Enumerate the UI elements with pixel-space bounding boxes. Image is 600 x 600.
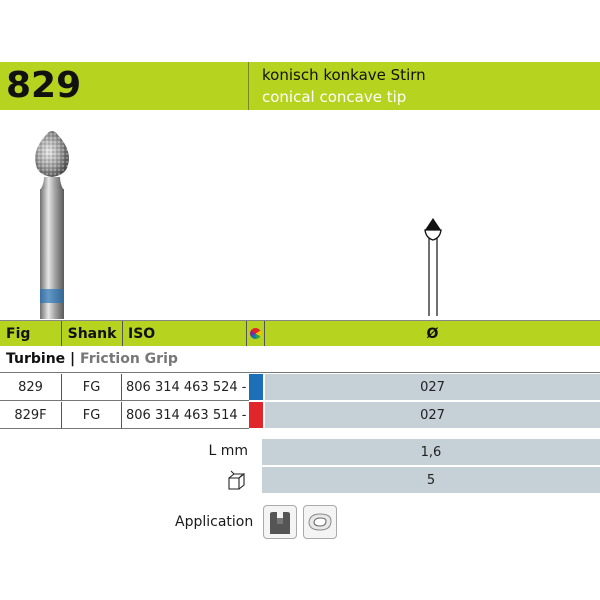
group-label-sub: Friction Grip (80, 351, 178, 367)
pack-quantity: 5 (262, 467, 600, 493)
cell-diameter: 027 (265, 374, 600, 400)
bur-photo (22, 125, 92, 321)
application-label: Application (175, 514, 254, 530)
cell-fig: 829F (0, 402, 62, 429)
cell-iso: 806 314 463 524 - (122, 374, 249, 401)
figure-number: 829 (6, 65, 82, 106)
col-header-fig: Fig (0, 321, 62, 346)
color-wheel-icon (250, 328, 261, 339)
color-marker-red (249, 402, 263, 428)
crown-preparation-icon (303, 505, 337, 539)
title-english: conical concave tip (262, 88, 407, 106)
cell-fig: 829 (0, 374, 62, 401)
length-label: L mm (208, 443, 248, 459)
cell-iso: 806 314 463 514 - (122, 402, 249, 429)
col-header-shank: Shank (62, 321, 123, 346)
bur-schematic (418, 212, 448, 316)
cell-diameter: 027 (265, 402, 600, 428)
group-label-main: Turbine (6, 351, 66, 367)
cell-shank: FG (62, 374, 122, 401)
group-separator: | (70, 351, 76, 367)
color-marker-blue (249, 374, 263, 400)
col-header-diameter: Ø (426, 325, 439, 342)
cell-shank: FG (62, 402, 122, 429)
group-label (6, 351, 178, 367)
length-value: 1,6 (262, 439, 600, 465)
tooth-cavity-icon (263, 505, 297, 539)
header-divider (248, 62, 249, 110)
title-german: konisch konkave Stirn (262, 66, 426, 84)
box-icon (226, 470, 248, 497)
col-header-iso: ISO (122, 321, 247, 346)
